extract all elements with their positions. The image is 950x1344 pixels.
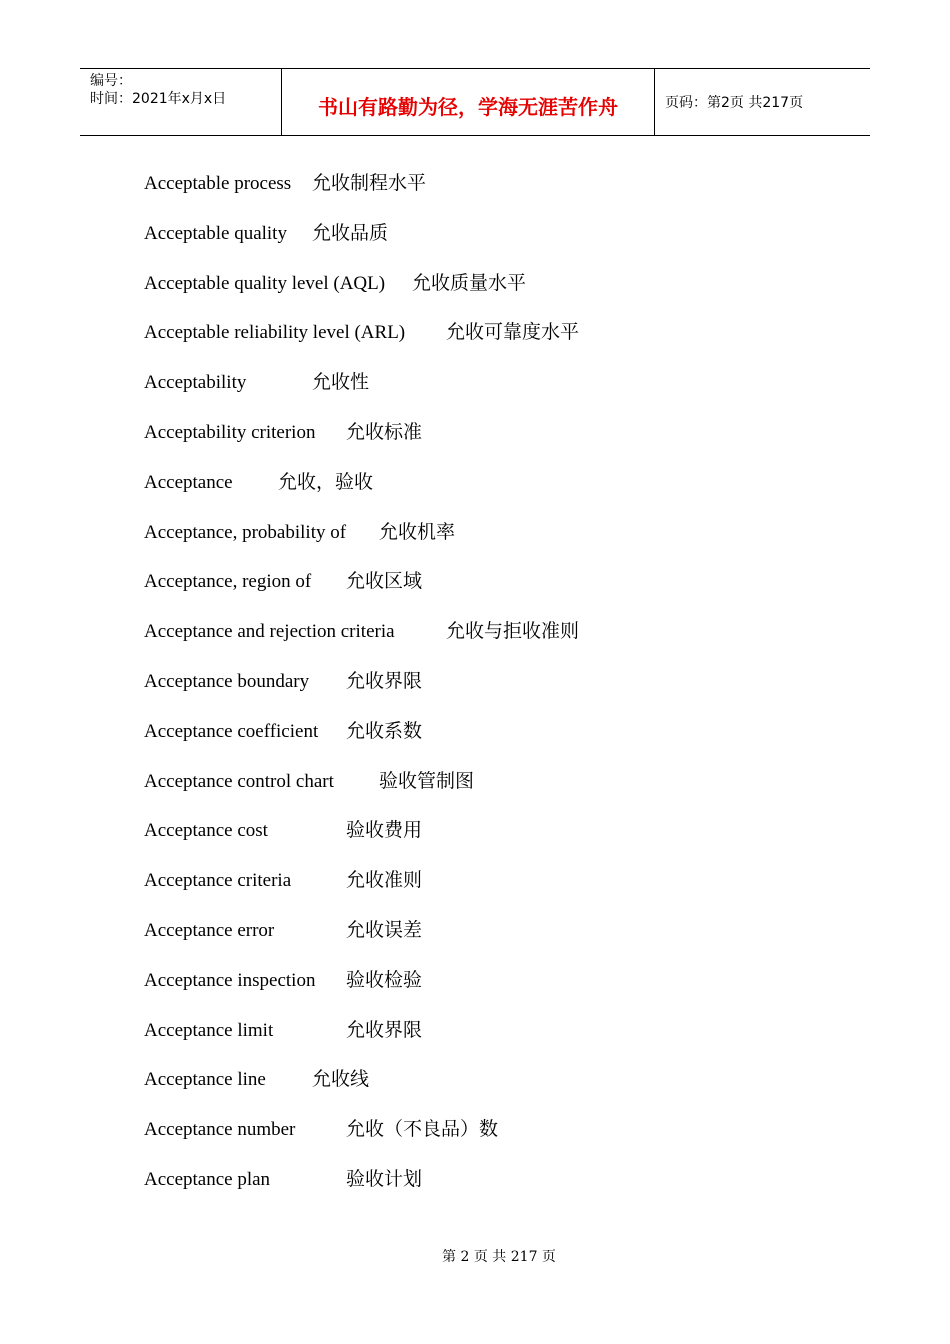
glossary-entry <box>144 315 864 365</box>
term-chinese: 验收费用 <box>346 819 423 842</box>
term-chinese: 允收准则 <box>346 869 423 892</box>
glossary-entry <box>144 216 864 266</box>
date-label: 时间：2021年x月x日 <box>90 91 227 107</box>
term-chinese: 允收制程水平 <box>312 172 427 194</box>
glossary-entry <box>144 415 864 465</box>
term-english: Acceptance limit <box>144 1019 274 1041</box>
serial-label: 编号： <box>90 73 132 89</box>
term-chinese: 允收质量水平 <box>412 271 527 294</box>
term-chinese: 允收机率 <box>379 520 456 543</box>
term-chinese: 允收（不良品）数 <box>346 1118 499 1141</box>
term-english: Acceptance control chart <box>144 770 334 792</box>
term-english: Acceptance and rejection criteria <box>144 621 395 643</box>
term-chinese: 允收误差 <box>346 918 423 941</box>
glossary-entry <box>144 1013 864 1063</box>
term-chinese: 允收区域 <box>346 570 423 593</box>
glossary-entry <box>144 1162 864 1212</box>
term-english: Acceptance cost <box>144 820 268 842</box>
term-english: Acceptability criterion <box>144 421 316 443</box>
term-english: Acceptable quality <box>144 222 287 244</box>
term-english: Acceptance line <box>144 1069 266 1091</box>
header-motto: 书山有路勤为径，学海无涯苦作舟 <box>282 69 655 135</box>
glossary-entry <box>144 166 864 216</box>
glossary-entry <box>144 1112 864 1162</box>
glossary-entry <box>144 813 864 863</box>
term-chinese: 验收管制图 <box>379 769 475 792</box>
glossary-entry <box>144 963 864 1013</box>
term-english: Acceptance, region of <box>144 571 312 593</box>
term-english: Acceptance inspection <box>144 969 316 991</box>
term-chinese: 验收计划 <box>346 1167 423 1190</box>
term-chinese: 允收可靠度水平 <box>446 321 580 344</box>
term-english: Acceptance criteria <box>144 870 292 892</box>
term-chinese: 允收品质 <box>312 221 389 244</box>
header-page-info: 页码：第2页 共217页 <box>665 95 804 111</box>
glossary-entry <box>144 863 864 913</box>
glossary-entry <box>144 515 864 565</box>
term-chinese: 允收线 <box>312 1068 370 1091</box>
term-chinese: 验收检验 <box>346 968 423 991</box>
glossary-entry <box>144 266 864 316</box>
glossary-entry <box>144 714 864 764</box>
page-header <box>80 68 870 136</box>
term-chinese: 允收界限 <box>346 1018 423 1041</box>
term-chinese: 允收性 <box>312 371 370 394</box>
term-english: Acceptable process <box>144 173 292 194</box>
term-chinese: 允收，验收 <box>278 470 374 493</box>
glossary-entry <box>144 664 864 714</box>
glossary-entry <box>144 614 864 664</box>
term-chinese: 允收标准 <box>346 420 423 443</box>
term-english: Acceptance coefficient <box>144 720 319 742</box>
glossary-entry <box>144 1062 864 1112</box>
page-footer: 第 2 页 共 217 页 <box>442 1249 556 1265</box>
term-english: Acceptability <box>144 372 247 394</box>
term-chinese: 允收系数 <box>346 719 423 742</box>
term-english: Acceptance plan <box>144 1168 271 1190</box>
term-chinese: 允收与拒收准则 <box>446 620 580 643</box>
term-english: Acceptance error <box>144 919 275 941</box>
glossary-entry <box>144 465 864 515</box>
glossary-entry <box>144 564 864 614</box>
glossary-entry <box>144 764 864 814</box>
term-english: Acceptance boundary <box>144 670 310 692</box>
term-english: Acceptance number <box>144 1119 296 1141</box>
term-english: Acceptable quality level (AQL) <box>144 272 386 294</box>
term-english: Acceptable reliability level (ARL) <box>144 322 406 344</box>
term-chinese: 允收界限 <box>346 669 423 692</box>
term-english: Acceptance, probability of <box>144 521 347 543</box>
glossary-entry <box>144 913 864 963</box>
header-meta <box>80 69 282 135</box>
glossary-entry <box>144 365 864 415</box>
glossary-list <box>144 166 864 1212</box>
term-english: Acceptance <box>144 471 233 493</box>
